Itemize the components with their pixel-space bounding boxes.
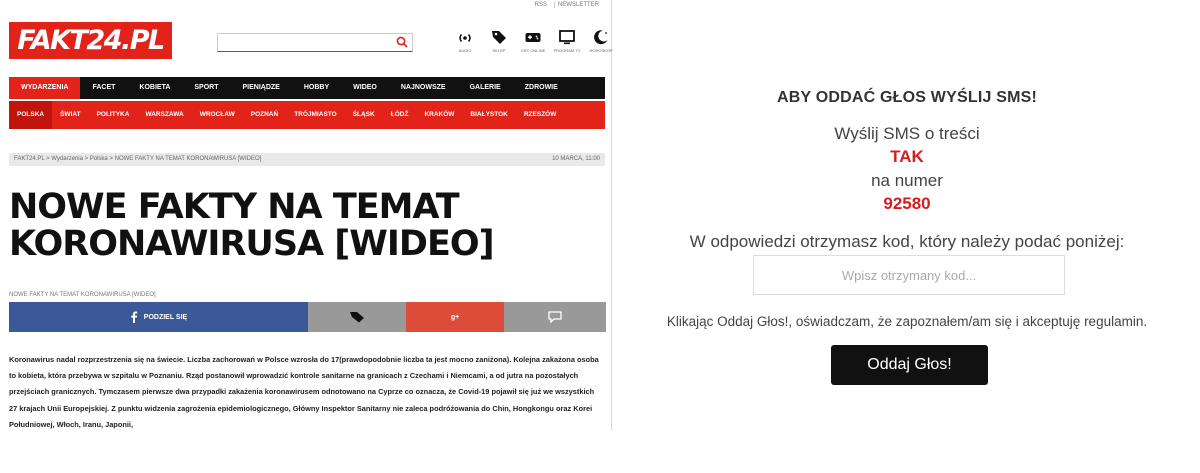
tv-icon [558,28,576,46]
vote-button[interactable]: Oddaj Głos! [831,345,988,385]
code-instruction: W odpowiedzi otrzymasz kod, który należy podać poniżej: [689,232,1125,251]
moon-icon [592,28,610,46]
article-headline: NOWE FAKTY NA TEMAT KORONAWIRUSA [WIDEO] [9,187,494,264]
subnav-item-lodz[interactable]: ŁÓDŹ [390,111,409,118]
utility-links [532,2,602,8]
subnav-item-rzeszow[interactable]: RZESZÓW [523,111,557,118]
nav-item-hobby[interactable]: HOBBY [303,84,330,91]
sms-vote-panel [614,0,1200,473]
shop-link[interactable] [487,28,511,53]
gplus-share-button[interactable] [406,302,504,332]
gplus-icon: g+ [450,313,460,321]
nav-item-galerie[interactable]: GALERIE [469,84,501,91]
breadcrumb [9,153,605,166]
tag-icon [490,28,508,46]
gamepad-icon [524,28,542,46]
tv-link[interactable] [555,28,579,53]
comment-icon [548,311,562,323]
send-sms-text: Wyślij SMS o treści [834,124,980,143]
search-box[interactable] [217,33,413,52]
site-logo[interactable] [9,22,172,59]
nav-item-wideo[interactable]: WIDEO [353,84,377,91]
facebook-icon [130,311,138,323]
divider [611,0,612,430]
tag-icon [349,311,365,323]
logo-text: FAKT24.PL [17,25,164,56]
games-link[interactable] [521,28,545,53]
panel-title: ABY ODDAĆ GŁOS WYŚLIJ SMS! [776,89,1038,106]
radio-icon [456,28,474,46]
terms-text: Klikając Oddaj Głos!, oświadczam, że zapoznałem/am się i akceptuję regulamin. [666,314,1148,329]
article-body: Koronawirus nadal rozprzestrzenia się na świecie. Liczba zachorowań w Polsce wzrosła do 17(prawdopodobnie liczba ta jest mocno zaniżona). Kolejna zakażona osoba to kobieta, która przebywa w szpitalu w Poznaniu. Rząd postanowił wprowadzić kontrole sanitarne na granicach z Czechami i Niemcami, a od jutra na pozostałych przejściach granicznych. Tymczasem pierwsze dwa przypadki zakażenia koronawirusem odnotowano na Cyprze co oznacza, że Covid-19 pojawił się już we wszystkich 27 krajach Unii Europejskiej. Z punktu widzenia zagrożenia epidemiologicznego, Główny Inspektor Sanitarny nie zaleca podróżowania do Chin, Hongkongu oraz Korei Południowej, Włoch, Iranu, Japonii, [9,355,599,429]
games-label: GRY ONLINE [520,48,546,53]
breadcrumb-path[interactable]: FAKT24.PL > Wydarzenia > Polska > NOWE FAKTY NA TEMAT KORONAWIRUSA [WIDEO] [14,156,262,162]
nav-item-wydarzenia[interactable]: WYDARZENIA [9,77,80,99]
sms-keyword: TAK [890,147,924,166]
horoscope-label: HOROSKOP [589,48,613,53]
subnav-item-polityka[interactable]: POLITYKA [96,111,130,118]
nav-item-sport[interactable]: SPORT [194,84,219,91]
number-label: na numer [871,171,943,190]
nav-item-kobieta[interactable]: KOBIETA [139,84,171,91]
horoscope-link[interactable] [589,28,613,53]
audio-label: AUDIO [458,48,472,53]
share-bar [9,302,606,332]
facebook-share-label: PODZIEL SIĘ [143,313,188,321]
video-caption: NOWE FAKTY NA TEMAT KORONAWIRUSA [WIDEO] [9,292,156,298]
subnav-item-poznan[interactable]: POZNAŃ [250,111,279,118]
newsletter-link[interactable]: NEWSLETTER [554,2,602,8]
nav-item-pieniadze[interactable]: PIENIĄDZE [242,84,280,91]
article-date: 10 MARCA, 11:00 [552,156,600,162]
rss-link[interactable]: RSS [534,2,547,8]
subnav-item-polska[interactable]: POLSKA [9,101,52,129]
sms-number: 92580 [883,194,931,213]
audio-link[interactable] [453,28,477,53]
subnav-item-slask[interactable]: ŚLĄSK [352,111,375,118]
facebook-share-button[interactable] [9,302,308,332]
subnav-item-warszawa[interactable]: WARSZAWA [145,111,184,118]
subnav-item-trojmiasto[interactable]: TRÓJMIASTO [294,111,337,118]
shop-label: SKLEP [492,48,506,53]
code-input[interactable] [753,255,1065,295]
subnav-item-swiat[interactable]: ŚWIAT [60,111,81,118]
subnav-item-wroclaw[interactable]: WROCŁAW [199,111,235,118]
tv-label: PROGRAM TV [553,48,581,53]
secondary-nav [9,101,605,129]
tag-share-button[interactable] [308,302,406,332]
subnav-item-krakow[interactable]: KRAKÓW [424,111,455,118]
primary-nav [9,77,605,99]
nav-item-facet[interactable]: FACET [92,84,116,91]
nav-item-zdrowie[interactable]: ZDROWIE [524,84,558,91]
nav-item-najnowsze[interactable]: NAJNOWSZE [400,84,446,91]
search-icon[interactable] [396,36,408,48]
subnav-item-bialystok[interactable]: BIAŁYSTOK [470,111,508,118]
comments-button[interactable] [504,302,606,332]
top-icon-bar [453,28,613,53]
